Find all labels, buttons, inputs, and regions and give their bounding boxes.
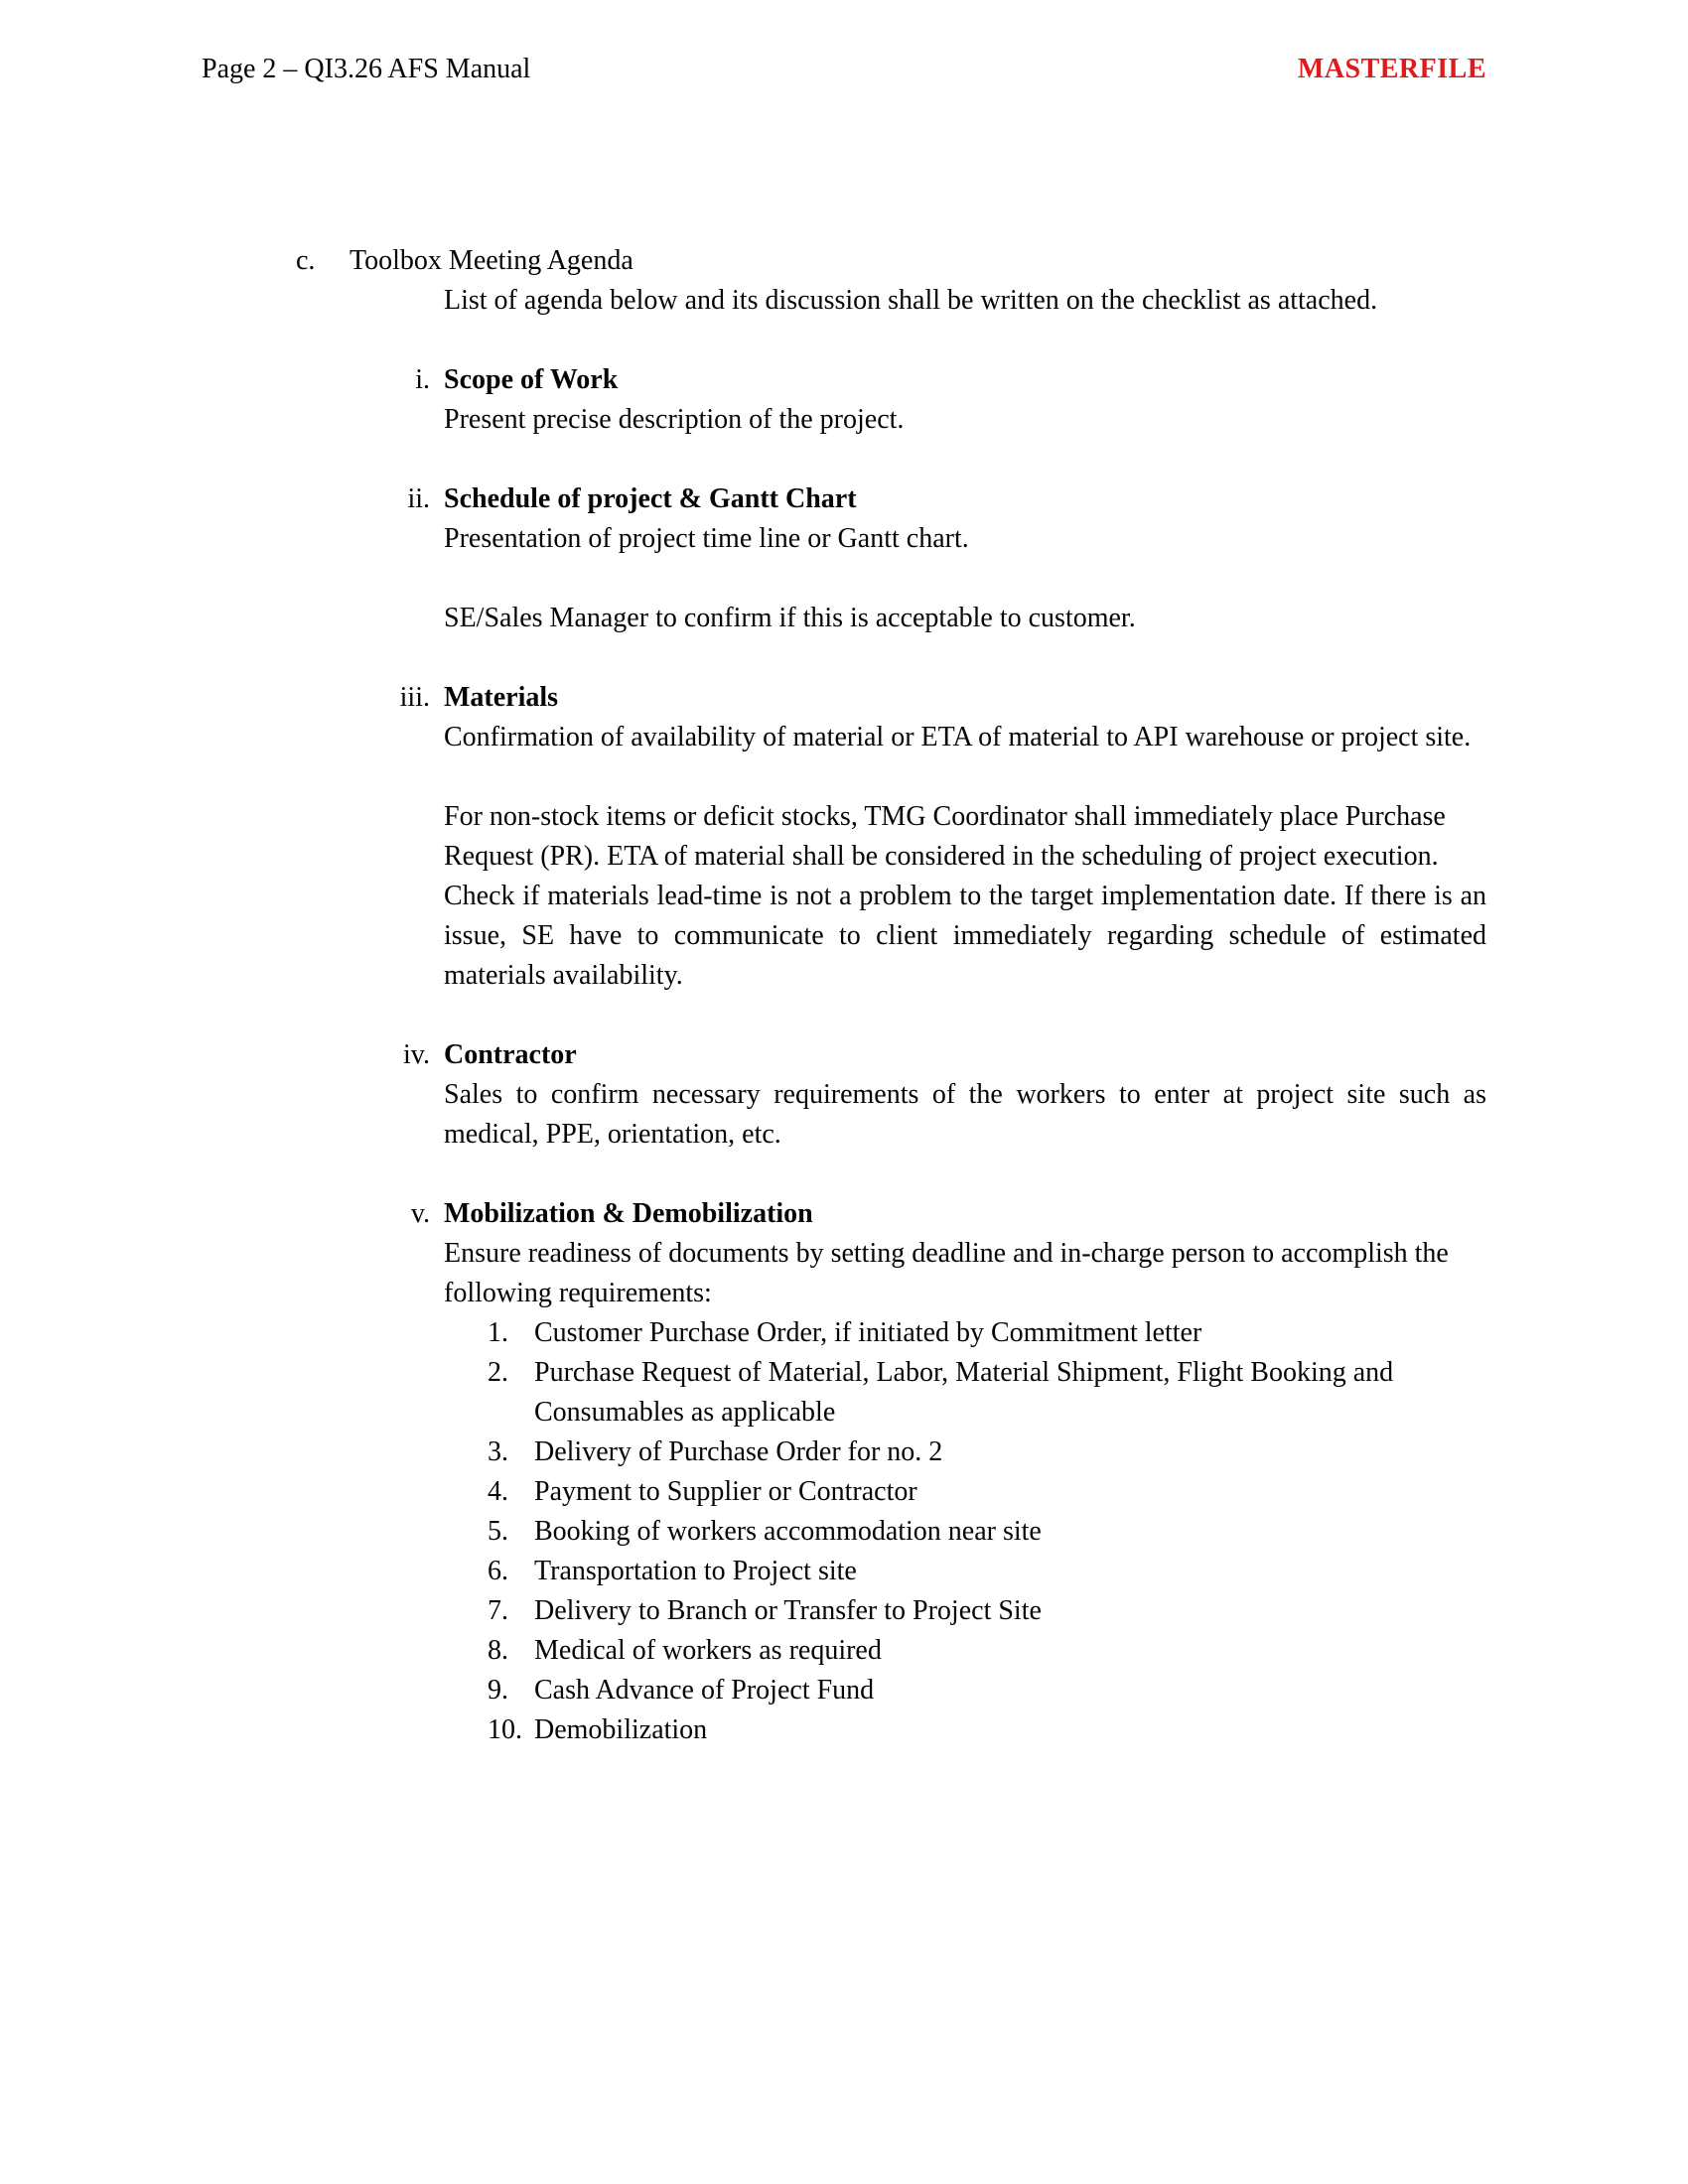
list-item-text: Payment to Supplier or Contractor bbox=[534, 1476, 917, 1507]
list-item-marker: 5. bbox=[488, 1516, 508, 1547]
list-item-marker: 10. bbox=[488, 1714, 522, 1745]
section-title: Mobilization & Demobilization bbox=[444, 1198, 813, 1229]
list-item bbox=[444, 1710, 1486, 1750]
section-title-row bbox=[369, 1194, 1688, 1234]
list-item-marker: 7. bbox=[488, 1595, 508, 1626]
list-item bbox=[444, 1512, 1486, 1552]
section-title-row bbox=[369, 1035, 1688, 1075]
requirements-list bbox=[444, 1313, 1486, 1750]
section-marker: iv. bbox=[403, 1039, 430, 1070]
section-paragraph: Sales to confirm necessary requirements of the workers to enter at project site such as medical, PPE, orientation, etc. bbox=[444, 1079, 1486, 1150]
section-marker: ii. bbox=[407, 483, 430, 514]
list-item bbox=[444, 1591, 1486, 1631]
list-item-text: Transportation to Project site bbox=[534, 1556, 857, 1586]
list-item bbox=[444, 1472, 1486, 1512]
list-item-marker: 8. bbox=[488, 1635, 508, 1666]
section-scope-of-work bbox=[0, 360, 1688, 440]
list-item-text: Booking of workers accommodation near site bbox=[534, 1516, 1042, 1547]
agenda-heading-marker: c. bbox=[296, 245, 316, 276]
section-paragraph: For non-stock items or deficit stocks, TMG Coordinator shall immediately place Purchase Request (PR). ETA of material shall be considered in the scheduling of project execution. bbox=[444, 801, 1446, 872]
list-item bbox=[444, 1433, 1486, 1472]
list-item bbox=[444, 1552, 1486, 1591]
agenda-heading-title: Toolbox Meeting Agenda bbox=[350, 245, 633, 276]
section-title: Materials bbox=[444, 682, 559, 713]
section-title: Scope of Work bbox=[444, 364, 619, 395]
list-item-text: Medical of workers as required bbox=[534, 1635, 882, 1666]
section-paragraph: Ensure readiness of documents by setting deadline and in-charge person to accomplish the following requirements: bbox=[444, 1238, 1449, 1308]
list-item-text: Customer Purchase Order, if initiated by Commitment letter bbox=[534, 1317, 1202, 1348]
list-item-marker: 4. bbox=[488, 1476, 508, 1507]
list-item bbox=[444, 1313, 1486, 1353]
section-schedule bbox=[0, 479, 1688, 638]
document-body bbox=[0, 241, 1688, 1750]
section-title-row bbox=[369, 678, 1688, 718]
list-item bbox=[444, 1671, 1486, 1710]
list-item-text: Purchase Request of Material, Labor, Material Shipment, Flight Booking and Consumables as applicable bbox=[534, 1357, 1394, 1428]
list-item-marker: 2. bbox=[488, 1357, 508, 1388]
section-mobilization bbox=[0, 1194, 1688, 1750]
masterfile-stamp: MASTERFILE bbox=[1297, 54, 1486, 84]
list-item-marker: 9. bbox=[488, 1675, 508, 1706]
section-title: Schedule of project & Gantt Chart bbox=[444, 483, 857, 514]
list-item-marker: 6. bbox=[488, 1556, 508, 1586]
section-paragraph: Check if materials lead-time is not a problem to the target implementation date. If there is an issue, SE have to communicate to client immediately regarding schedule of estimated materials availability. bbox=[444, 881, 1486, 991]
section-marker: iii. bbox=[399, 682, 430, 713]
header-page-label: Page 2 – QI3.26 AFS Manual bbox=[202, 54, 531, 84]
list-item-text: Cash Advance of Project Fund bbox=[534, 1675, 875, 1706]
list-item-text: Delivery of Purchase Order for no. 2 bbox=[534, 1436, 943, 1467]
list-item-text: Delivery to Branch or Transfer to Project Site bbox=[534, 1595, 1042, 1626]
section-marker: i. bbox=[415, 364, 430, 395]
section-title: Contractor bbox=[444, 1039, 577, 1070]
agenda-intro: List of agenda below and its discussion shall be written on the checklist as attached. bbox=[444, 285, 1378, 316]
section-paragraph: Presentation of project time line or Gantt chart. bbox=[444, 523, 969, 554]
list-item-marker: 3. bbox=[488, 1436, 508, 1467]
list-item-text: Demobilization bbox=[534, 1714, 708, 1745]
section-contractor bbox=[0, 1035, 1688, 1155]
section-paragraph: Present precise description of the project. bbox=[444, 404, 905, 435]
section-title-row bbox=[369, 479, 1688, 519]
section-paragraph: SE/Sales Manager to confirm if this is acceptable to customer. bbox=[444, 603, 1136, 633]
section-materials bbox=[0, 678, 1688, 996]
list-item bbox=[444, 1631, 1486, 1671]
agenda-heading-row bbox=[296, 241, 1688, 281]
page-header bbox=[202, 50, 1486, 89]
list-item bbox=[444, 1353, 1486, 1433]
list-item-marker: 1. bbox=[488, 1317, 508, 1348]
section-title-row bbox=[369, 360, 1688, 400]
section-marker: v. bbox=[410, 1198, 430, 1229]
section-paragraph: Confirmation of availability of material or ETA of material to API warehouse or project site. bbox=[444, 722, 1472, 752]
